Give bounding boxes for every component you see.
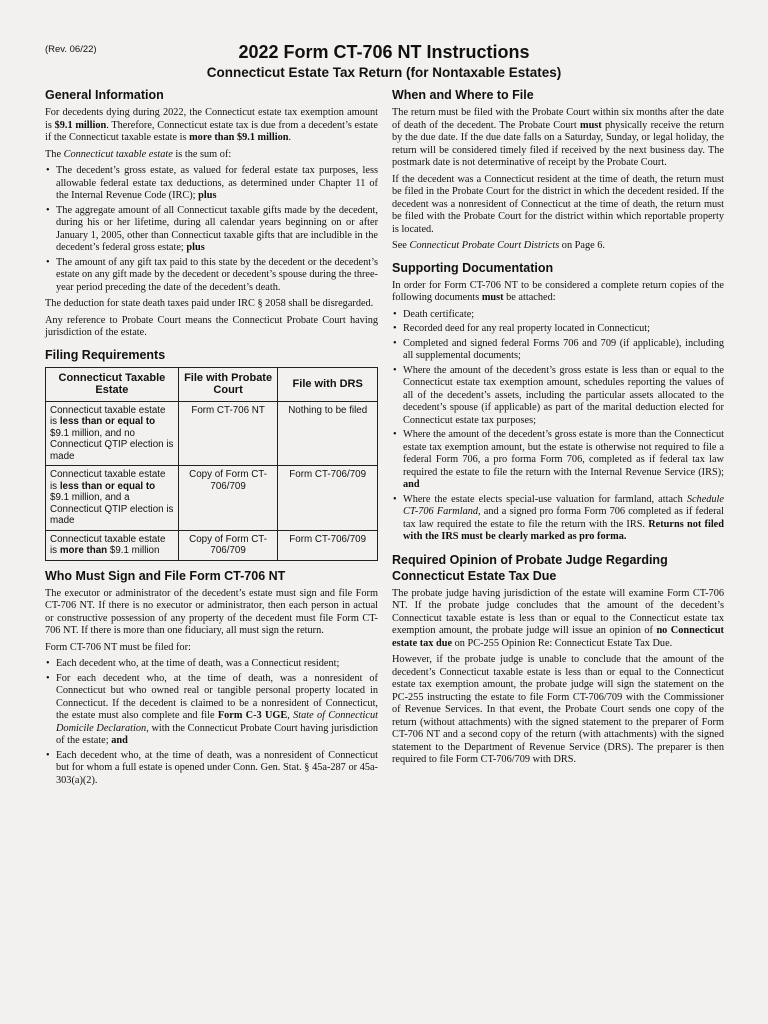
must-be-filed-intro: Form CT-706 NT must be filed for:: [45, 641, 191, 653]
estate-cell: Connecticut taxable estate is more than $9.1 million: [46, 530, 179, 560]
table-row: [46, 401, 378, 466]
list-item: • Completed and signed federal Forms 706 and 709 (if applicable), including all supplemental documents;: [392, 338, 724, 363]
revision-date: (Rev. 06/22): [45, 44, 97, 55]
probate-cell: Form CT-706 NT: [178, 401, 278, 466]
estate-cell: Connecticut taxable estate is less than or equal to $9.1 million, and no Connecticut QTIP election is made: [46, 401, 179, 466]
filing-requirements-heading: Filing Requirements: [45, 347, 166, 362]
general-info-paragraph: For decedents dying during 2022, the Connecticut estate tax exemption amount is $9.1 million. Therefore, Connecticut estate tax is due from a decedent’s estate if the Connecticut taxable estate is more than $9.1 million.: [45, 107, 378, 143]
list-item: • Recorded deed for any real property located in Connecticut;: [392, 323, 724, 336]
when-where-heading: When and Where to File: [392, 88, 534, 102]
estate-cell: Connecticut taxable estate is less than or equal to $9.1 million, and a Connecticut QTIP election is made: [46, 466, 179, 531]
must-be-filed-list: [45, 658, 378, 787]
supporting-docs-heading: Supporting Documentation: [392, 260, 554, 275]
filing-district-paragraph: If the decedent was a Connecticut resident at the time of death, the return must be filed in the Probate Court for the district in which the decedent resided. If the decedent was a nonresident of Connecticut at the time of death, the return must be filed with the Probate Court for the district within which reportable property is located.: [392, 173, 724, 235]
list-item: • For each decedent who, at the time of death, was a nonresident of Connecticut but who owned real or tangible personal property located in Connecticut. If the decedent is claimed to be a nonresident of Connecticut, the estate must also complete and file Form C-3 UGE, State of Connecticut Domicile Declaration, with the Connecticut Probate Court having jurisdiction of the estate; and: [45, 673, 378, 748]
list-item: • Death certificate;: [392, 309, 724, 322]
page-subtitle: Connecticut Estate Tax Return (for Nontaxable Estates): [206, 65, 562, 80]
drs-cell: Form CT-706/709: [278, 530, 378, 560]
probate-reference-paragraph: Any reference to Probate Court means the Connecticut Probate Court having jurisdiction of the estate.: [45, 314, 378, 338]
list-item: • Each decedent who, at the time of death, was a nonresident of Connecticut but for whom a full estate is opened under Conn. Gen. Stat. § 45a-287 or 45a-303(a)(2).: [45, 750, 378, 788]
filing-requirements-table: [45, 367, 378, 561]
drs-cell: Form CT-706/709: [278, 466, 378, 531]
taxable-estate-intro: The Connecticut taxable estate is the sum of:: [45, 148, 232, 160]
page-title: 2022 Form CT-706 NT Instructions: [238, 42, 530, 62]
list-item: • The amount of any gift tax paid to this state by the decedent or the decedent’s estate on any gift made by the decedent or decedent’s spouse during the three-year period preceding the date of the decedent’s death.: [45, 257, 378, 295]
taxable-estate-list: [45, 165, 378, 294]
districts-reference: See Connecticut Probate Court Districts on Page 6.: [392, 240, 605, 251]
list-item: • Where the amount of the decedent’s gross estate is less than or equal to the Connecticut estate tax exemption amount, schedules reporting the values of all of the decedent’s assets, including the particular assets allocated to the decedent’s spouse (if applicable) as part of the marital deduction elected for Connecticut estate tax purposes;: [392, 365, 724, 428]
supporting-docs-list: [392, 309, 724, 544]
list-item: • Where the estate elects special-use valuation for farmland, attach Schedule CT-706 Farmland, and a signed pro forma Form 706 completed as if federal tax law required the estate to file the return with the IRS. Returns not filed with the IRS must be clearly marked as pro forma.: [392, 494, 724, 544]
probate-opinion-followup: However, if the probate judge is unable to conclude that the amount of the decedent’s Connecticut taxable estate is less than or equal to the Connecticut estate tax exemption amount, the probate judge will sign the statement on the PC-255 instructing the estate to file Form CT-706/709 with the Commissioner of Revenue Services. In that event, the Probate Court sends one copy of the return (without attachments) with the signed statement to the preparer of Form CT-706 NT and a second copy of the return (with attachments) with the signed statement to the Department of Revenue Service (DRS). The preparer is then required to file Form CT-706/709 with DRS.: [392, 654, 724, 765]
left-column: [45, 88, 378, 791]
column-header-estate: Connecticut Taxable Estate: [46, 367, 179, 401]
supporting-docs-intro: In order for Form CT-706 NT to be considered a complete return copies of the following documents must be attached:: [392, 279, 724, 303]
who-must-sign-paragraph: The executor or administrator of the decedent’s estate must sign and file Form CT-706 NT. If there is no executor or administrator, then each person in actual or constructive possession of any property of the decedent must file Form CT-706 NT. If there is more than one fiduciary, all must sign the return.: [45, 587, 378, 636]
probate-cell: Copy of Form CT-706/709: [178, 530, 278, 560]
table-row: [46, 466, 378, 531]
probate-cell: Copy of Form CT-706/709: [178, 466, 278, 531]
when-where-paragraph: The return must be filed with the Probate Court within six months after the date of death of the decedent. The Probate Court must physically receive the return by the due date. If the due date falls on a Saturday, Sunday, or legal holiday, the return will be considered timely filed if received by the next business day. The postmark date is not determinative of receipt by the Probate Court.: [392, 107, 724, 168]
deduction-paragraph: The deduction for state death taxes paid under IRC § 2058 shall be disregarded.: [45, 298, 374, 309]
list-item: • The decedent’s gross estate, as valued for federal estate tax purposes, less allowable federal estate tax deductions, as determined under Chapter 11 of the Internal Revenue Code (IRC); plus: [45, 165, 378, 203]
list-item: • Each decedent who, at the time of death, was a Connecticut resident;: [45, 658, 378, 671]
column-header-drs: File with DRS: [278, 367, 378, 401]
general-info-heading: General Information: [45, 88, 164, 102]
probate-opinion-paragraph: The probate judge having jurisdiction of the estate will examine Form CT-706 NT. If the probate judge concludes that the amount of the decedent’s Connecticut taxable estate is less than or equal to the Connecticut estate tax exemption amount, the probate judge will issue an opinion of no Connecticut estate tax due on PC-255 Opinion Re: Connecticut Estate Tax Due.: [392, 587, 724, 649]
right-column: [392, 88, 724, 771]
drs-cell: Nothing to be filed: [278, 401, 378, 466]
table-row: [46, 530, 378, 560]
probate-opinion-heading: Required Opinion of Probate Judge Regarding Connecticut Estate Tax Due: [392, 552, 668, 583]
table-header-row: [46, 367, 378, 401]
list-item: • Where the amount of the decedent’s gross estate is more than the Connecticut estate tax exemption amount, but the estate is otherwise not required to file a federal Form 706, a pro forma Form 706, completed as if federal tax law required the estate to file the return with the Internal Revenue Service (IRS); and: [392, 429, 724, 492]
who-must-sign-heading: Who Must Sign and File Form CT-706 NT: [45, 568, 286, 583]
column-header-probate: File with Probate Court: [178, 367, 278, 401]
list-item: • The aggregate amount of all Connecticut taxable gifts made by the decedent, during his or her lifetime, during all calendar years beginning on or after January 1, 2005, other than Connecticut taxable gifts that are includible in the decedent’s federal gross estate; plus: [45, 205, 378, 255]
